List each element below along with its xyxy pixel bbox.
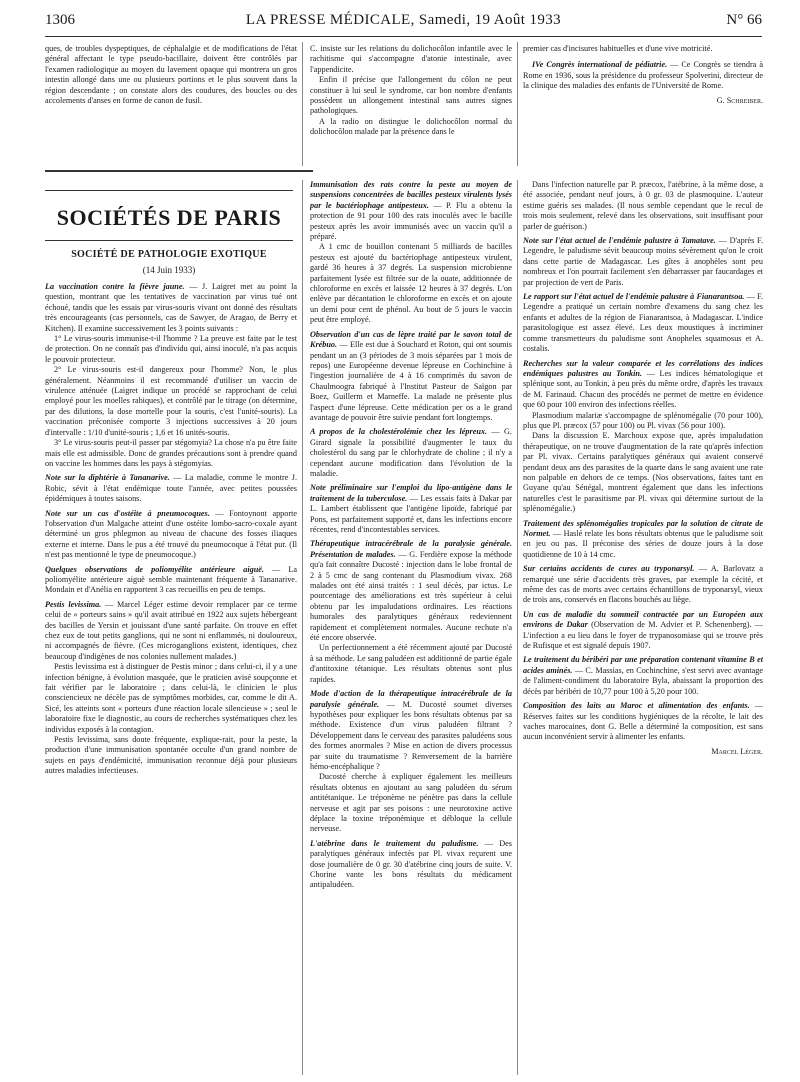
article-heading: Observation d'un cas de lèpre traité par le savon total de Krébuo. xyxy=(310,329,512,350)
article-paragraph xyxy=(45,509,297,561)
article-text: — La maladie, comme le montre J. Robic, sévit à l'état endémique toute l'année, avec petites poussées épidémiques à toutes saisons. xyxy=(45,473,297,504)
article-paragraph xyxy=(310,427,512,479)
top-column-2 xyxy=(310,44,512,164)
top-col2-p3: A la radio on distingue le dolichocôlon normal du dolichocôlon malade par la présence dans le xyxy=(310,116,512,137)
article-paragraph xyxy=(45,600,297,662)
journal-title: LA PRESSE MÉDICALE, Samedi, 19 Août 1933 xyxy=(245,12,562,28)
issue-number: N° 66 xyxy=(726,12,762,28)
signature-schreiber: G. Schreiber. xyxy=(716,95,763,105)
article-paragraph xyxy=(523,236,763,288)
article-heading: Mode d'action de la thérapeutique intracérébrale de la paralysie générale. xyxy=(310,689,512,709)
article-heading: Pestis levissima. xyxy=(45,599,102,609)
column-divider xyxy=(302,42,303,166)
body-paragraph: 3° Le virus-souris peut-il passer par stégomyia? La chose n'a pu être faite mais elle est admissible. Donc de grandes précautions sont à prendre quand on vaccine les hommes dans les pays à stégomyias. xyxy=(45,438,297,468)
article-paragraph xyxy=(523,359,763,411)
article-heading: Recherches sur la valeur comparée et les corrélations des indices endémiques palustres au Tonkin. xyxy=(523,358,763,378)
body-paragraph: Dans l'infection naturelle par P. præcox, l'atébrine, à la même dose, a été associée, pendant neuf jours, à 0 gr. 03 de plasmoquine. L'auteur estime guéris ses malades. (Il nous semble cependant que le recul de trois mois seulement, relevé dans les observations, soit insuffisant pour parler de guérison.) xyxy=(523,180,763,231)
article-paragraph xyxy=(310,689,512,772)
article-heading: Quelques observations de poliomyélite antérieure aiguë. xyxy=(45,564,264,574)
article-paragraph xyxy=(310,180,512,242)
article-heading: Note sur l'état actuel de l'endémie palustre à Tamatave. xyxy=(523,236,716,246)
article-paragraph xyxy=(523,292,763,354)
body-paragraph: Ducosté cherche à expliquer également les meilleurs résultats obtenus en ajoutant au sang paludéen du sérum antitétanique. Le tréponème ne pénètre pas dans la cellule nerveuse et agit par ses poisons : une neurotoxine active déplace la toxine tréponémique et débloque la cellule nerveuse. xyxy=(310,772,512,834)
column-divider xyxy=(517,180,518,1075)
top-col2-p1: C. insiste sur les relations du dolichocôlon infantile avec le rachitisme qui s'accompagne d'atonie intestinale, avec l'appendicite. xyxy=(310,44,512,74)
article-paragraph xyxy=(45,473,297,504)
title-box-top xyxy=(45,190,293,191)
article-text: — La poliomyélite antérieure aiguë semble maintenant fréquente à Tananarive. Mondain et d'Anélia en rapportent 3 cas recueillis en peu de temps. xyxy=(45,564,297,595)
article-text: — G. Ferdière expose la méthode qu'a fait connaître Ducosté : injection dans le lobe frontal de 2 à 5 cmc de sang contenant du Plasmodium vivax. 268 malades ont été ainsi traités : 1 seul décès, par ictus. Le pourcentage des améliorations est très supérieur à celui obtenu par les impaludations ordinaires. Les réactions humorales des paralytiques généraux redeviennent rapidement et complètement normales. Aucune rechute n'a été encore observée. xyxy=(310,549,512,643)
column-divider xyxy=(517,42,518,166)
article-heading: A propos de la cholestérolémie chez les lépreux. xyxy=(310,427,488,437)
article-heading: Note préliminaire sur l'emploi du lipo-antigène dans le traitement de la tuberculose. xyxy=(310,483,512,503)
article-paragraph xyxy=(523,519,763,561)
body-paragraph: 2° Le virus-souris est-il dangereux pour l'homme? Non, le plus généralement. Néanmoins il est recommandé d'utiliser un vaccin de virulence atténuée (Laigret indique un procédé se rapprochant de celui employé pour les moelles rabiques), et contrôlé par le titrage (on détermine, par des dilutions, la dose mortelle pour la souris, c'est l'unité-souris). La vaccination préconisée comporte 3 injections successives à 20 jours d'intervalle : 1/10 d'unité-souris ; 1,6 et 16 unités-souris. xyxy=(45,365,297,437)
signature-leger: Marcel Léger. xyxy=(711,746,763,756)
article-paragraph xyxy=(523,564,763,606)
article-text: — J. Laigret met au point la question, montrant que les tentatives de vaccination par virus tué ont échoué, tandis que les essais par virus-souris vivant ont donné des résultats très encourageants (cas personnels, cas de Sawyer, de Aragao, de Berry et Kitchen). Il examine successivement les 3 points suivants : xyxy=(45,282,297,333)
page-number: 1306 xyxy=(45,12,75,28)
article-heading: La vaccination contre la fièvre jaune. xyxy=(45,282,185,291)
article-text: — Elle est due à Souchard et Roton, qui ont soumis pendant un an (3 périodes de 3 mois séparées par 1 mois de repos) une Européenne devenue lépreuse en Cochinchine à l'ingestion journalière de 4 à 16 comprimés du savon de Chaulmoogra fabriqué à l'Institut Pasteur de Saïgon par Boez, Guillerm et Marneffe. La malade ne présente plus l'aspect d'une lépreuse. Cette médication per os a le grand avantage de pouvoir être suivie pendant fort longtemps. xyxy=(310,340,512,422)
article-text: — Les essais faits à Dakar par L. Lambert établissent que l'antigène lipoïde, fabriqué par Pons, est parfaitement supporté et, dans les infections encore récentes, rend d'incontestables services. xyxy=(310,493,512,534)
column-divider xyxy=(302,180,303,1075)
article-heading: Sur certains accidents de cures au tryponarsyl. xyxy=(523,564,695,574)
session-date: (14 Juin 1933) xyxy=(142,265,196,275)
article-heading: Note sur la diphtérie à Tananarive. xyxy=(45,473,170,483)
article-text: — A. Barlovatz a remarqué une série d'accidents très graves, par exemple la cécité, et même des cas de morts avec certains échantillons de tryponarsyl, vieux de trois ans, conservés en flacons bouchés au liège. xyxy=(523,564,763,605)
article-heading: L'atébrine dans le traitement du paludisme. xyxy=(310,838,479,848)
body-paragraph: 1° Le virus-souris immunise-t-il l'homme ? La preuve est faite par le test de protection. On ne connaît pas d'individu qui, ainsi inoculé, n'a pas acquis le pouvoir protecteur. xyxy=(45,334,297,364)
article-paragraph xyxy=(310,839,512,891)
main-column-1 xyxy=(45,282,297,1072)
article-heading: Traitement des splénomégalies tropicales par la solution de citrate de Normet. xyxy=(523,518,763,538)
body-paragraph: Pestis levissima, sans doute fréquente, explique-rait, pour la peste, la production d'une immunisation spontanée occulte d'un grand nombre de sujets en pays d'endémicité, immunisation reconnue déjà pour plusieurs autres maladies infectieuses. xyxy=(45,735,297,776)
article-heading: Thérapeutique intracérébrale de la paralysie générale. Présentation de malades. xyxy=(310,539,512,559)
article-text: — D'après F. Legendre, le paludisme sévit beaucoup moins sévèrement qu'on le croit dans cette partie de Madagascar. Les gîtes à anophèles sont peu nombreux et l'on pourrait facilement s'en débarrasser par faucardages et par projection de vert de Paris. xyxy=(523,236,763,287)
article-paragraph xyxy=(310,483,512,535)
main-column-2 xyxy=(310,180,512,1075)
article-heading: Note sur un cas d'ostéite à pneumocoques. xyxy=(45,508,210,518)
article-paragraph xyxy=(310,330,512,424)
top-col1-text: ques, de troubles dyspeptiques, de céphalalgie et de modifications de l'état général affectant le type pseudo-bacillaire, doivent être contrôlés par l'examen radiologique au moyen du lavement opaque qui montrera un gros intestin allongé dans une ou plusieurs portions et le plus souvent dans la région descendante ; on constate alors des coudures, des boucles ou des accolements d'anses en forme de canon de fusil. xyxy=(45,44,297,106)
article-text: — Haslé relate les bons résultats obtenus que le paludisme soit en jeu ou pas. Il préconise des séries de douze jours à la dose quotidienne de 10 à 14 cmc. xyxy=(523,529,763,559)
section-title: SOCIÉTÉS DE PARIS xyxy=(56,205,282,230)
article-text: — Réserves faites sur les conditions hygiéniques de la récolte, le lait des vaches marocaines, dont G. Belle a déterminé la composition, est sans aucun inconvénient servir à alimenter les enfants. xyxy=(523,701,763,742)
article-text: (Observation de M. Advier et P. Schenenberg). — L'infection a eu lieu dans le foyer de trypanosomiase qui se trouve près de Rufisque et est signalé depuis 1907. xyxy=(523,620,763,651)
body-paragraph: Un perfectionnement a été récemment ajouté par Ducosté à sa méthode. Le sang paludéen est additionné de partie égale d'antitoxine tétanique. Les résultats obtenus sont plus rapides. xyxy=(310,643,512,684)
article-paragraph xyxy=(523,655,763,697)
article-paragraph xyxy=(523,610,763,652)
section-rule xyxy=(45,170,313,172)
article-text: — G. Girard signale la possibilité d'augmenter le taux du cholestérol du sang par le chlorhydrate de choline ; il n'y a cependant aucune modification dans l'évolution de la maladie. xyxy=(310,427,512,478)
top-column-1 xyxy=(45,44,297,164)
article-heading: Le rapport sur l'état actuel de l'endémie palustre à Fianarantsoa. xyxy=(523,292,745,302)
top-col3-p1: premier cas d'incisures habituelles et d'une vive motricité. xyxy=(523,44,713,53)
article-text: — M. Ducosté soumet diverses hypothèses pour expliquer les bons résultats obtenus par sa méthode. Existence d'un virus paludéen filtrant ? Développement dans le cerveau des parasites paludéens sous des formes anormales ? Mise en action de divers processus par suite du traumatisme ? Renversement de la barrière hémo-encéphalique ? xyxy=(310,699,512,771)
body-paragraph: A 1 cmc de bouillon contenant 5 milliards de bacilles pesteux est ajouté du bactériophage antipesteux virulent, gardé 36 heures à 37 degrés. La suspension microbienne parfaitement lysée est filtrée sur de la ouate, additionnée de chloroforme en excès et laissée 12 heures à 37 degrés. L'on enlève par décantation le chloroforme en excès et on ajoute un demi pour cent de phénol. Au bout de 5 jours le vaccin peut être employé. xyxy=(310,242,512,325)
article-text: — Fontoynont apporte l'observation d'un Malgache atteint d'une ostéite lombo-sacro-coxale ayant déterminé un gros phlegmon au niveau de chacune des fosses iliaques externe et interne. Dans le pus a été trouvé du pneumocoque à l'état pur. (Il n'est pas mentionné le type de pneumocoque.) xyxy=(45,508,297,560)
article-paragraph xyxy=(45,565,297,596)
article-paragraph xyxy=(45,282,297,334)
top-col2-p2: Enfin il précise que l'allongement du côlon ne peut constituer à lui seul le syndrome, car bon nombre d'enfants possèdent un allongement intestinal sans autres signes pathologiques. xyxy=(310,75,512,116)
article-heading: Immunisation des rats contre la peste au moyen de suspensions concentrées de bacilles pesteux virulents lysés par le bactériophage antipesteux. xyxy=(310,180,512,210)
article-heading: Composition des laits au Maroc et alimentation des enfants. xyxy=(523,701,750,711)
article-heading: Le traitement du béribéri par une préparation contenant vitamine B et acides aminés. xyxy=(523,655,763,675)
article-text: — P. Flu a obtenu la protection de 91 pour 100 des rats inoculés avec le bacille pesteux après les avoir immunisés avec un vaccin qu'il a préparé. xyxy=(310,200,512,242)
article-paragraph xyxy=(523,701,763,743)
congress-heading: IVe Congrès international de pédiatrie. xyxy=(532,60,668,70)
article-text: — Marcel Léger estime devoir remplacer par ce terme celui de « porteurs sains » qu'il avait attribué en 1922 aux sujets hébergeant des bacilles de Yersin et jouissant d'une santé parfaite. On trouve en effet chez eux de tout petits ganglions, qui ne sont ni enflammés, ni douloureux, ni accompagnés de fièvre. (Ces microganglions existent, identiques, chez beaucoup d'indigènes de nos colonies nullement malades.) xyxy=(45,599,297,661)
article-text: — Les indices hématologique et splénique sont, au Tonkin, à peu près du même ordre, d'après les travaux de M. Farinaud. Chacun des procédés ne permet de mettre en évidence que 60 pour 100 environ des infections réelles. xyxy=(523,368,763,410)
header-rule xyxy=(45,36,762,37)
body-paragraph: Plasmodium malariæ s'accompagne de splénomégalie (70 pour 100), plus que Pl. præcox (57 pour 100) ou Pl. vivax (56 pour 100). xyxy=(523,410,763,430)
title-box-bottom xyxy=(45,240,293,241)
article-text: — Des paralytiques généraux infectés par Pl. vivax reçurent une dose journalière de 0 gr. 30 d'atébrine cinq jours de suite. V. Chorine vante les bons résultats du médicament antipaludéen. xyxy=(310,838,512,890)
page-header xyxy=(45,12,762,34)
top-column-3 xyxy=(523,44,763,164)
society-title: SOCIÉTÉ DE PATHOLOGIE EXOTIQUE xyxy=(71,249,267,260)
article-text: — F. Legendre a pratiqué un certain nombre d'examens du sang chez les enfants et adultes de la région de Fianarantsoa, à Madagascar. L'indice parasitologique est assez élevé. Les deux moustiques à incriminer comme transmetteurs du paludisme sont Anopheles squamosus et A. costalis. xyxy=(523,292,763,354)
congress-text: — Ce Congrès se tiendra à Rome en 1936, sous la présidence du professeur Spolverini, directeur de la clinique des maladies des enfants de l'Université de Rome. xyxy=(523,60,763,91)
article-heading: Un cas de maladie du sommeil contractée par un Européen aux environs de Dakar xyxy=(523,609,763,630)
main-column-3 xyxy=(523,180,763,1075)
article-paragraph xyxy=(310,539,512,643)
body-paragraph: Dans la discussion E. Marchoux expose que, après impaludation thérapeutique, on ne trouve d'augmentation de la rate qu'après infection par Pl. vivax. Certains paralytiques généraux qui avaient conservé pendant deux ans des parasites de la quarte dans le sang avaient une rate non palpable en dehors de ce temps. (Nos observations, faites tant en Guyane qu'au Sénégal, montrent également que dans les infections naturelles c'est le parasitisme par Pl. vivax qui détermine surtout de la splénomégalie.) xyxy=(523,431,763,514)
body-paragraph: Pestis levissima est à distinguer de Pestis minor ; dans celui-ci, il y a une infection bénigne, à évolution masquée, que le praticien avisé soupçonne et fait vérifier par le laboratoire ; dans celui-là, le clinicien le plus consciencieux ne décèle pas de symptômes morbides, car, comme le dit A. Sicé, les atteints sont « porteurs d'une réaction locale silencieuse » ; seul le laboratoire fixe le diagnostic, au cours de recherches systématiques chez les individus exposés à la contagion. xyxy=(45,662,297,734)
article-text: — C. Massias, en Cochinchine, s'est servi avec avantage de l'aliment-condiment du laboratoire Byla, abaissant la proportion des décès par béribéri de 10,77 pour 100 à 5,20 pour 100. xyxy=(523,665,763,696)
